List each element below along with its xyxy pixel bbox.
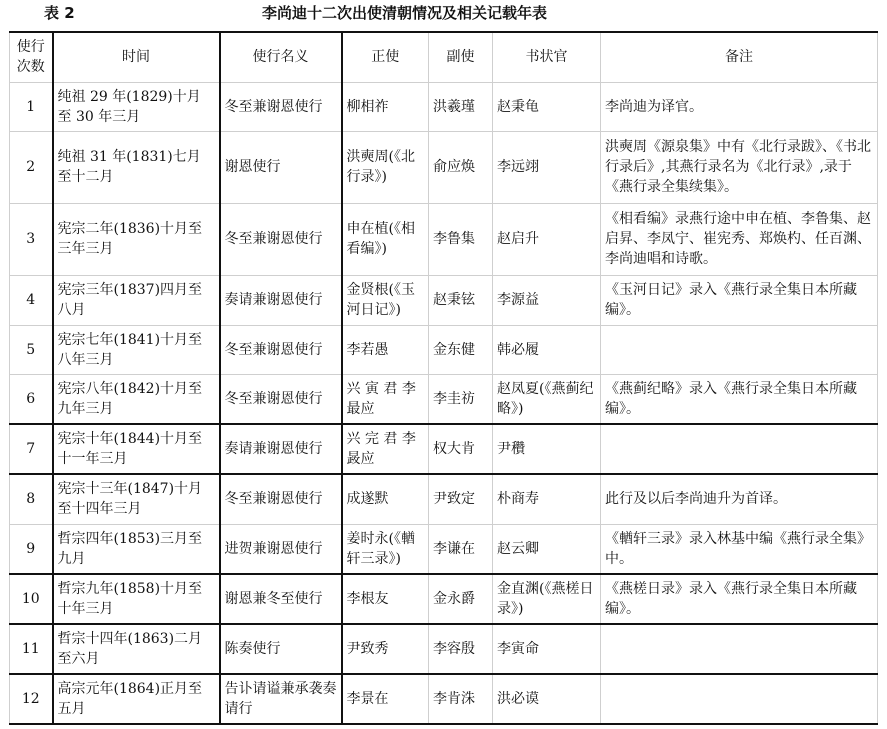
header-cell-chief-envoy: 正使 xyxy=(342,32,429,82)
table-row xyxy=(10,82,878,131)
table-row xyxy=(10,474,878,524)
cell-order: 4 xyxy=(10,275,53,325)
cell-secretary: 赵凤夏(《燕蓟纪略》) xyxy=(493,374,601,424)
cell-deputy-envoy: 李谦在 xyxy=(429,524,493,574)
cell-chief-envoy: 李根友 xyxy=(342,574,429,624)
table-row xyxy=(10,275,878,325)
cell-mission-name: 冬至兼谢恩使行 xyxy=(220,82,342,131)
cell-time: 纯祖 29 年(1829)十月至 30 年三月 xyxy=(53,82,220,131)
header-cell-remarks: 备注 xyxy=(601,32,878,82)
cell-deputy-envoy: 俞应焕 xyxy=(429,131,493,203)
cell-secretary: 金直渊(《燕槎日录》) xyxy=(493,574,601,624)
cell-remarks xyxy=(601,624,878,674)
cell-time: 宪宗三年(1837)四月至八月 xyxy=(53,275,220,325)
table-row xyxy=(10,203,878,275)
cell-mission-name: 奏请兼谢恩使行 xyxy=(220,275,342,325)
cell-secretary: 赵秉龟 xyxy=(493,82,601,131)
cell-chief-envoy: 兴 寅 君 李最应 xyxy=(342,374,429,424)
table-row xyxy=(10,624,878,674)
cell-secretary: 李源益 xyxy=(493,275,601,325)
cell-chief-envoy: 金贤根(《玉河日记》) xyxy=(342,275,429,325)
cell-mission-name: 进贺兼谢恩使行 xyxy=(220,524,342,574)
cell-mission-name: 谢恩兼冬至使行 xyxy=(220,574,342,624)
cell-order: 7 xyxy=(10,424,53,474)
cell-secretary: 洪必谟 xyxy=(493,674,601,724)
cell-order: 10 xyxy=(10,574,53,624)
cell-deputy-envoy: 赵秉铉 xyxy=(429,275,493,325)
cell-deputy-envoy: 李圭祊 xyxy=(429,374,493,424)
cell-chief-envoy: 姜时永(《輶轩三录》) xyxy=(342,524,429,574)
cell-remarks: 《輶轩三录》录入林基中编《燕行录全集》中。 xyxy=(601,524,878,574)
cell-time: 哲宗九年(1858)十月至十年三月 xyxy=(53,574,220,624)
header-cell-mission-name: 使行名义 xyxy=(220,32,342,82)
table-caption xyxy=(0,0,887,28)
cell-time: 宪宗二年(1836)十月至三年三月 xyxy=(53,203,220,275)
cell-remarks: 《相看编》录燕行途中申在植、李鲁集、赵启昇、李凤宁、崔宪秀、郑焕杓、任百渊、李尚迪唱和诗歌。 xyxy=(601,203,878,275)
cell-time: 纯祖 31 年(1831)七月至十二月 xyxy=(53,131,220,203)
header-row xyxy=(10,32,878,82)
table-row xyxy=(10,424,878,474)
table-title: 李尚迪十二次出使清朝情况及相关记载年表 xyxy=(262,4,548,22)
cell-order: 1 xyxy=(10,82,53,131)
cell-chief-envoy: 成遂默 xyxy=(342,474,429,524)
cell-chief-envoy: 李景在 xyxy=(342,674,429,724)
cell-time: 哲宗十四年(1863)二月至六月 xyxy=(53,624,220,674)
table-row xyxy=(10,574,878,624)
chronology-table xyxy=(9,31,878,725)
cell-remarks: 李尚迪为译官。 xyxy=(601,82,878,131)
cell-deputy-envoy: 李鲁集 xyxy=(429,203,493,275)
cell-remarks: 《燕蓟纪略》录入《燕行录全集日本所藏编》。 xyxy=(601,374,878,424)
cell-deputy-envoy: 金东健 xyxy=(429,325,493,374)
cell-chief-envoy: 申在植(《相看编》) xyxy=(342,203,429,275)
cell-order: 2 xyxy=(10,131,53,203)
cell-order: 12 xyxy=(10,674,53,724)
cell-mission-name: 冬至兼谢恩使行 xyxy=(220,374,342,424)
table-row xyxy=(10,674,878,724)
cell-mission-name: 冬至兼谢恩使行 xyxy=(220,203,342,275)
header-cell-order: 使行次数 xyxy=(10,32,53,82)
cell-secretary: 韩必履 xyxy=(493,325,601,374)
cell-deputy-envoy: 李容殷 xyxy=(429,624,493,674)
cell-chief-envoy: 李若愚 xyxy=(342,325,429,374)
cell-deputy-envoy: 尹致定 xyxy=(429,474,493,524)
cell-order: 6 xyxy=(10,374,53,424)
cell-time: 宪宗十年(1844)十月至十一年三月 xyxy=(53,424,220,474)
cell-chief-envoy: 尹致秀 xyxy=(342,624,429,674)
cell-deputy-envoy: 洪羲瑾 xyxy=(429,82,493,131)
cell-mission-name: 奏请兼谢恩使行 xyxy=(220,424,342,474)
cell-mission-name: 告讣请谥兼承袭奏请行 xyxy=(220,674,342,724)
cell-remarks xyxy=(601,674,878,724)
cell-chief-envoy: 柳相祚 xyxy=(342,82,429,131)
cell-remarks: 《燕槎日录》录入《燕行录全集日本所藏编》。 xyxy=(601,574,878,624)
cell-time: 宪宗八年(1842)十月至九年三月 xyxy=(53,374,220,424)
cell-chief-envoy: 兴 完 君 李晸应 xyxy=(342,424,429,474)
cell-time: 宪宗七年(1841)十月至八年三月 xyxy=(53,325,220,374)
cell-time: 哲宗四年(1853)三月至九月 xyxy=(53,524,220,574)
cell-mission-name: 谢恩使行 xyxy=(220,131,342,203)
cell-order: 3 xyxy=(10,203,53,275)
cell-deputy-envoy: 李肯洙 xyxy=(429,674,493,724)
cell-remarks: 洪奭周《源泉集》中有《北行录跋》、《书北行录后》,其燕行录名为《北行录》,录于《燕行录全集续集》。 xyxy=(601,131,878,203)
table-row xyxy=(10,325,878,374)
cell-mission-name: 陈奏使行 xyxy=(220,624,342,674)
cell-remarks: 《玉河日记》录入《燕行录全集日本所藏编》。 xyxy=(601,275,878,325)
table-row xyxy=(10,374,878,424)
cell-order: 8 xyxy=(10,474,53,524)
table-row xyxy=(10,131,878,203)
cell-remarks: 此行及以后李尚迪升为首译。 xyxy=(601,474,878,524)
cell-order: 11 xyxy=(10,624,53,674)
header-cell-time: 时间 xyxy=(53,32,220,82)
cell-remarks xyxy=(601,424,878,474)
cell-mission-name: 冬至兼谢恩使行 xyxy=(220,325,342,374)
cell-secretary: 赵云卿 xyxy=(493,524,601,574)
cell-order: 5 xyxy=(10,325,53,374)
cell-order: 9 xyxy=(10,524,53,574)
cell-deputy-envoy: 金永爵 xyxy=(429,574,493,624)
cell-secretary: 李寅命 xyxy=(493,624,601,674)
cell-secretary: 朴商寿 xyxy=(493,474,601,524)
cell-mission-name: 冬至兼谢恩使行 xyxy=(220,474,342,524)
cell-secretary: 李远翊 xyxy=(493,131,601,203)
table-row xyxy=(10,524,878,574)
cell-deputy-envoy: 权大肯 xyxy=(429,424,493,474)
cell-time: 宪宗十三年(1847)十月至十四年三月 xyxy=(53,474,220,524)
cell-remarks xyxy=(601,325,878,374)
cell-chief-envoy: 洪奭周(《北行录》) xyxy=(342,131,429,203)
header-cell-deputy-envoy: 副使 xyxy=(429,32,493,82)
header-cell-secretary: 书状官 xyxy=(493,32,601,82)
cell-secretary: 赵启升 xyxy=(493,203,601,275)
cell-time: 高宗元年(1864)正月至五月 xyxy=(53,674,220,724)
cell-secretary: 尹穳 xyxy=(493,424,601,474)
table-number: 表 2 xyxy=(44,4,75,22)
